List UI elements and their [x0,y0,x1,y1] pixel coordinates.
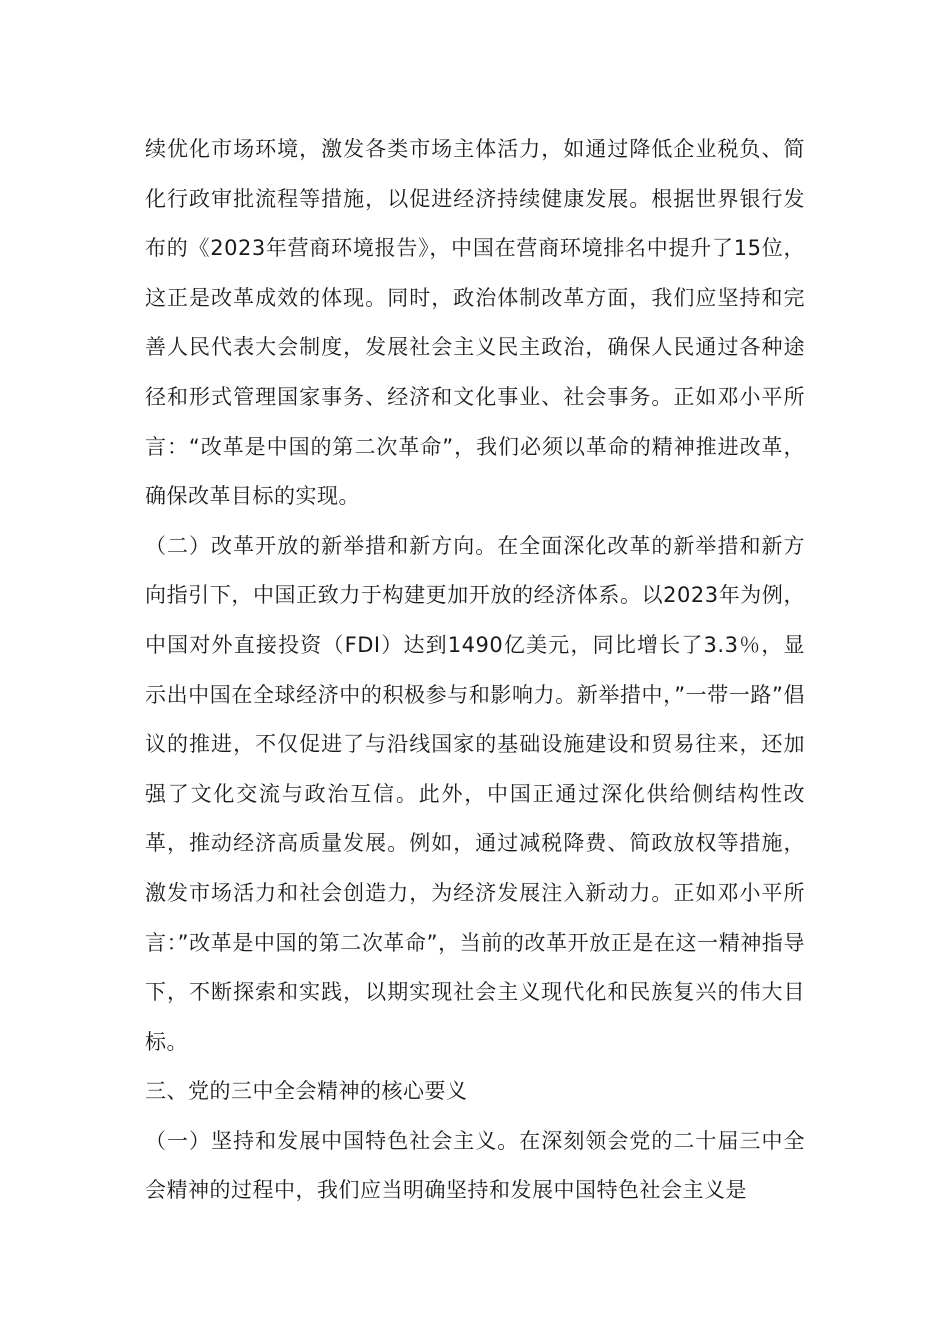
paragraph-socialism: （一）坚持和发展中国特色社会主义。在深刻领会党的二十届三中全会精神的过程中，我们应当明确坚持和发展中国特色社会主义是 [145,1128,805,1203]
paragraph-reform-environment: 续优化市场环境，激发各类市场主体活力，如通过降低企业税负、简化行政审批流程等措施，以促进经济持续健康发展。根据世界银行发布的《2023年营商环境报告》，中国在营商环境排名中提升了15位，这正是改革成效的体现。同时，政治体制改革方面，我们应坚持和完善人民代表大会制度，发展社会主义民主政治，确保人民通过各种途径和形式管理国家事务、经济和文化事业、社会事务。正如邓小平所言：“改革是中国的第二次革命”，我们必须以革命的精神推进改革，确保改革目标的实现。 [145,137,805,509]
paragraph-new-measures: （二）改革开放的新举措和新方向。在全面深化改革的新举措和新方向指引下，中国正致力于构建更加开放的经济体系。以2023年为例，中国对外直接投资（FDI）达到1490亿美元，同比增长了3.3％，显示出中国在全球经济中的积极参与和影响力。新举措中，”一带一路”倡议的推进，不仅促进了与沿线国家的基础设施建设和贸易往来，还加强了文化交流与政治互信。此外，中国正通过深化供给侧结构性改革，推动经济高质量发展。例如，通过减税降费、简政放权等措施，激发市场活力和社会创造力，为经济发展注入新动力。正如邓小平所言：”改革是中国的第二次革命”，当前的改革开放正是在这一精神指导下，不断探索和实践，以期实现社会主义现代化和民族复兴的伟大目标。 [145,533,805,1054]
section-heading: 三、党的三中全会精神的核心要义 [145,1079,468,1104]
document-body [145,125,805,1216]
